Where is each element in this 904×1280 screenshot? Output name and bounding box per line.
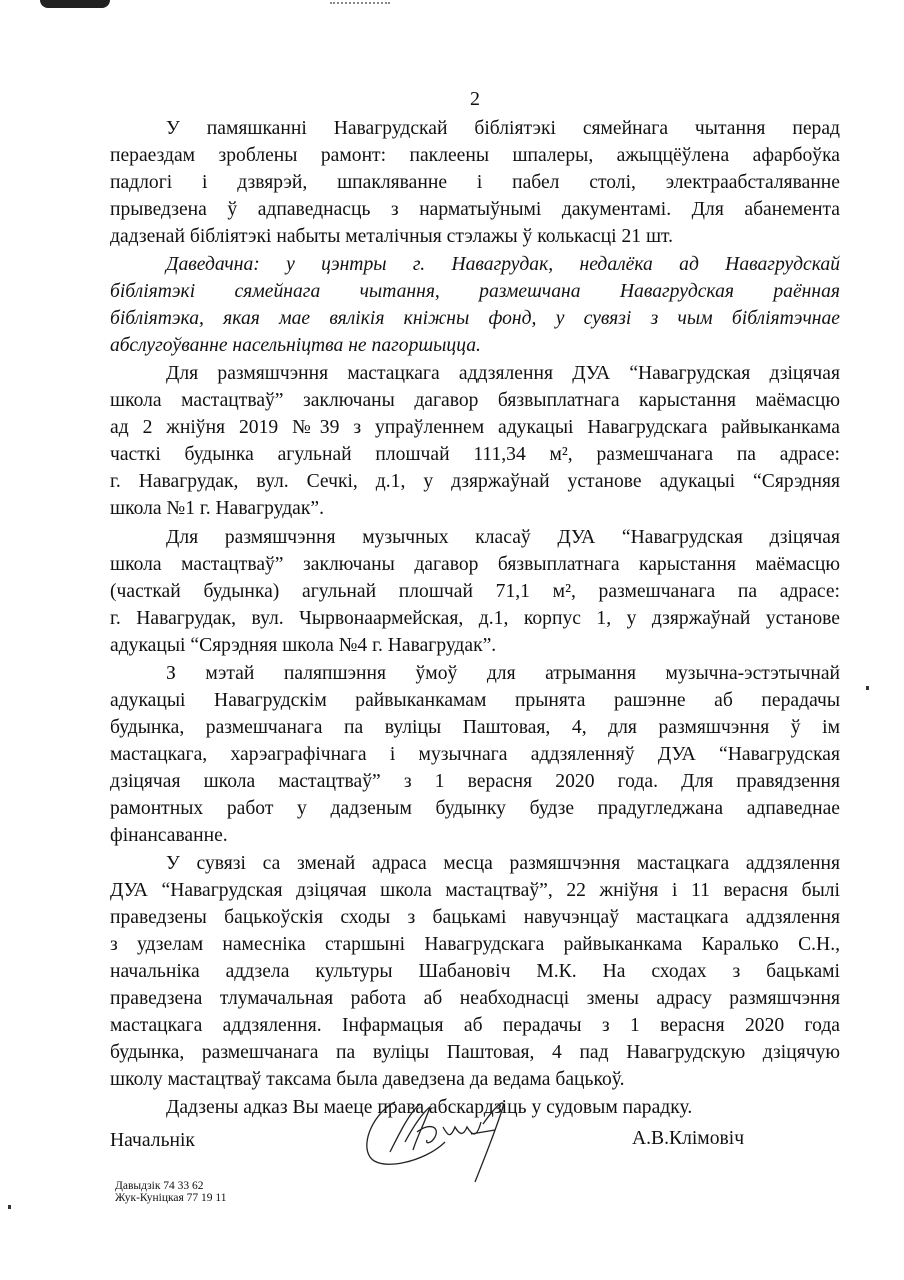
text-line: Для размяшчэння музычных класаў ДУА “Навагрудская дзіцячая xyxy=(166,527,840,548)
text-line: школа мастацтваў” заключаны дагавор бязвыплатнага карыстання маёмасцю xyxy=(110,554,840,575)
text-line: школу мастацтваў таксама была даведзена да ведама бацькоў. xyxy=(110,1069,625,1090)
text-line: ад 2 жніўня 2019 №39 з упраўленнем адукацыі Навагрудскага райвыканкама xyxy=(110,417,840,438)
text-line: прыведзена ў адпаведнасць з нарматыўнымі дакументамі. Для абанемента xyxy=(110,199,840,220)
paragraph xyxy=(110,850,840,1093)
text-line: начальніка аддзела культуры Шабановіч М.К. На сходах з бацькамі xyxy=(110,961,840,982)
scan-artifact xyxy=(40,0,110,8)
text-line: У сувязі са зменай адраса месца размяшчэння мастацкага аддзялення xyxy=(166,853,840,874)
paragraph xyxy=(110,115,840,250)
paragraph xyxy=(110,251,840,359)
text-line: дадзенай бібліятэкі набыты металічныя стэлажы ў колькасці 21 шт. xyxy=(110,226,674,247)
text-line: часткі будынка агульнай плошчай 111,34 м², размешчанага па адрасе: xyxy=(110,444,840,465)
contact-line: Жук-Куніцкая 77 19 11 xyxy=(115,1192,227,1204)
text-line: Дадзены адказ Вы маеце права абскардзіць у судовым парадку. xyxy=(166,1097,693,1118)
text-line: фінансаванне. xyxy=(110,825,228,846)
text-line: з удзелам намесніка старшыні Навагрудскага райвыканкама Каралько С.Н., xyxy=(110,934,840,955)
text-line: З мэтай паляпшэння ўмоў для атрымання музычна-эстэтычнай xyxy=(166,663,840,684)
handwritten-signature xyxy=(355,1082,535,1192)
scan-artifact xyxy=(330,2,390,7)
text-line: школа мастацтваў” заключаны дагавор бязвыплатнага карыстання маёмасцю xyxy=(110,390,840,411)
scan-artifact xyxy=(866,686,869,690)
text-line: падлогі і дзвярэй, шпакляванне і пабел столі, электраабсталяванне xyxy=(110,172,840,193)
text-line: праведзены бацькоўскія сходы з бацькамі навучэнцаў мастацкага аддзялення xyxy=(110,907,840,928)
text-line: мастацкага, харэаграфічнага і музычнага аддзяленняў ДУА “Навагрудская xyxy=(110,744,840,765)
text-line: бібліятэка, якая мае вялікія кніжны фонд, у сувязі з чым бібліятэчнае xyxy=(110,308,840,329)
paragraph xyxy=(110,360,840,522)
text-line: адукацыі “Сярэдняя школа №4 г. Навагрудак”. xyxy=(110,635,497,656)
signature-block xyxy=(110,1122,850,1182)
text-line: адукацыі Навагрудскім райвыканкамам прынята рашэнне аб перадачы xyxy=(110,690,840,711)
text-line: рамонтных работ у дадзеным будынку будзе прадугледжана адпаведнае xyxy=(110,798,840,819)
text-line: мастацкага аддзялення. Інфармацыя аб перадачы з 1 верасня 2020 года xyxy=(110,1015,840,1036)
paragraph xyxy=(110,524,840,659)
text-line: У памяшканні Навагрудскай бібліятэкі сямейнага чытання перад xyxy=(166,118,840,139)
paragraph xyxy=(110,660,840,849)
text-line: школа №1 г. Навагрудак”. xyxy=(110,498,324,519)
text-line: г. Навагрудак, вул. Чырвонаармейская, д.1, корпус 1, у дзяржаўнай установе xyxy=(110,608,840,629)
text-line: ДУА “Навагрудская дзіцячая школа мастацтваў”, 22 жніўня і 11 верасня былі xyxy=(110,880,840,901)
contact-line: Давыдзік 74 33 62 xyxy=(115,1180,204,1192)
page-number: 2 xyxy=(470,88,480,110)
text-line: будынка, размешчанага па вуліцы Паштовая, 4, для размяшчэння ў ім xyxy=(110,717,840,738)
text-line: г. Навагрудак, вул. Сечкі, д.1, у дзяржаўнай установе адукацыі “Сярэдняя xyxy=(110,471,840,492)
text-line: праведзена тлумачальная работа аб неабходнасці змены адрасу размяшчэння xyxy=(110,988,840,1009)
signatory-name: А.В.Клімовіч xyxy=(632,1128,745,1149)
text-line: пераездам зроблены рамонт: паклеены шпалеры, ажыццёўлена афарбоўка xyxy=(110,145,840,166)
text-line: будынка, размешчанага па вуліцы Паштовая, 4 пад Навагрудскую дзіцячую xyxy=(110,1042,840,1063)
text-line: бібліятэкі сямейнага чытання, размешчана Навагрудская раённая xyxy=(110,281,840,302)
scan-artifact xyxy=(8,1205,11,1209)
letter-body xyxy=(110,115,840,1122)
contacts xyxy=(115,1180,226,1204)
text-line: (часткай будынка) агульнай плошчай 71,1 м², размешчанага па адрасе: xyxy=(110,581,840,602)
signatory-title: Начальнік xyxy=(110,1130,195,1151)
text-line: дзіцячая школа мастацтваў” з 1 верасня 2020 года. Для правядзення xyxy=(110,771,840,792)
text-line: абслугоўванне насельніцтва не пагоршыцца. xyxy=(110,335,481,356)
text-line: Даведачна: у цэнтры г. Навагрудак, недалёка ад Навагрудскай xyxy=(166,254,840,275)
text-line: Для размяшчэння мастацкага аддзялення ДУА “Навагрудская дзіцячая xyxy=(166,363,840,384)
